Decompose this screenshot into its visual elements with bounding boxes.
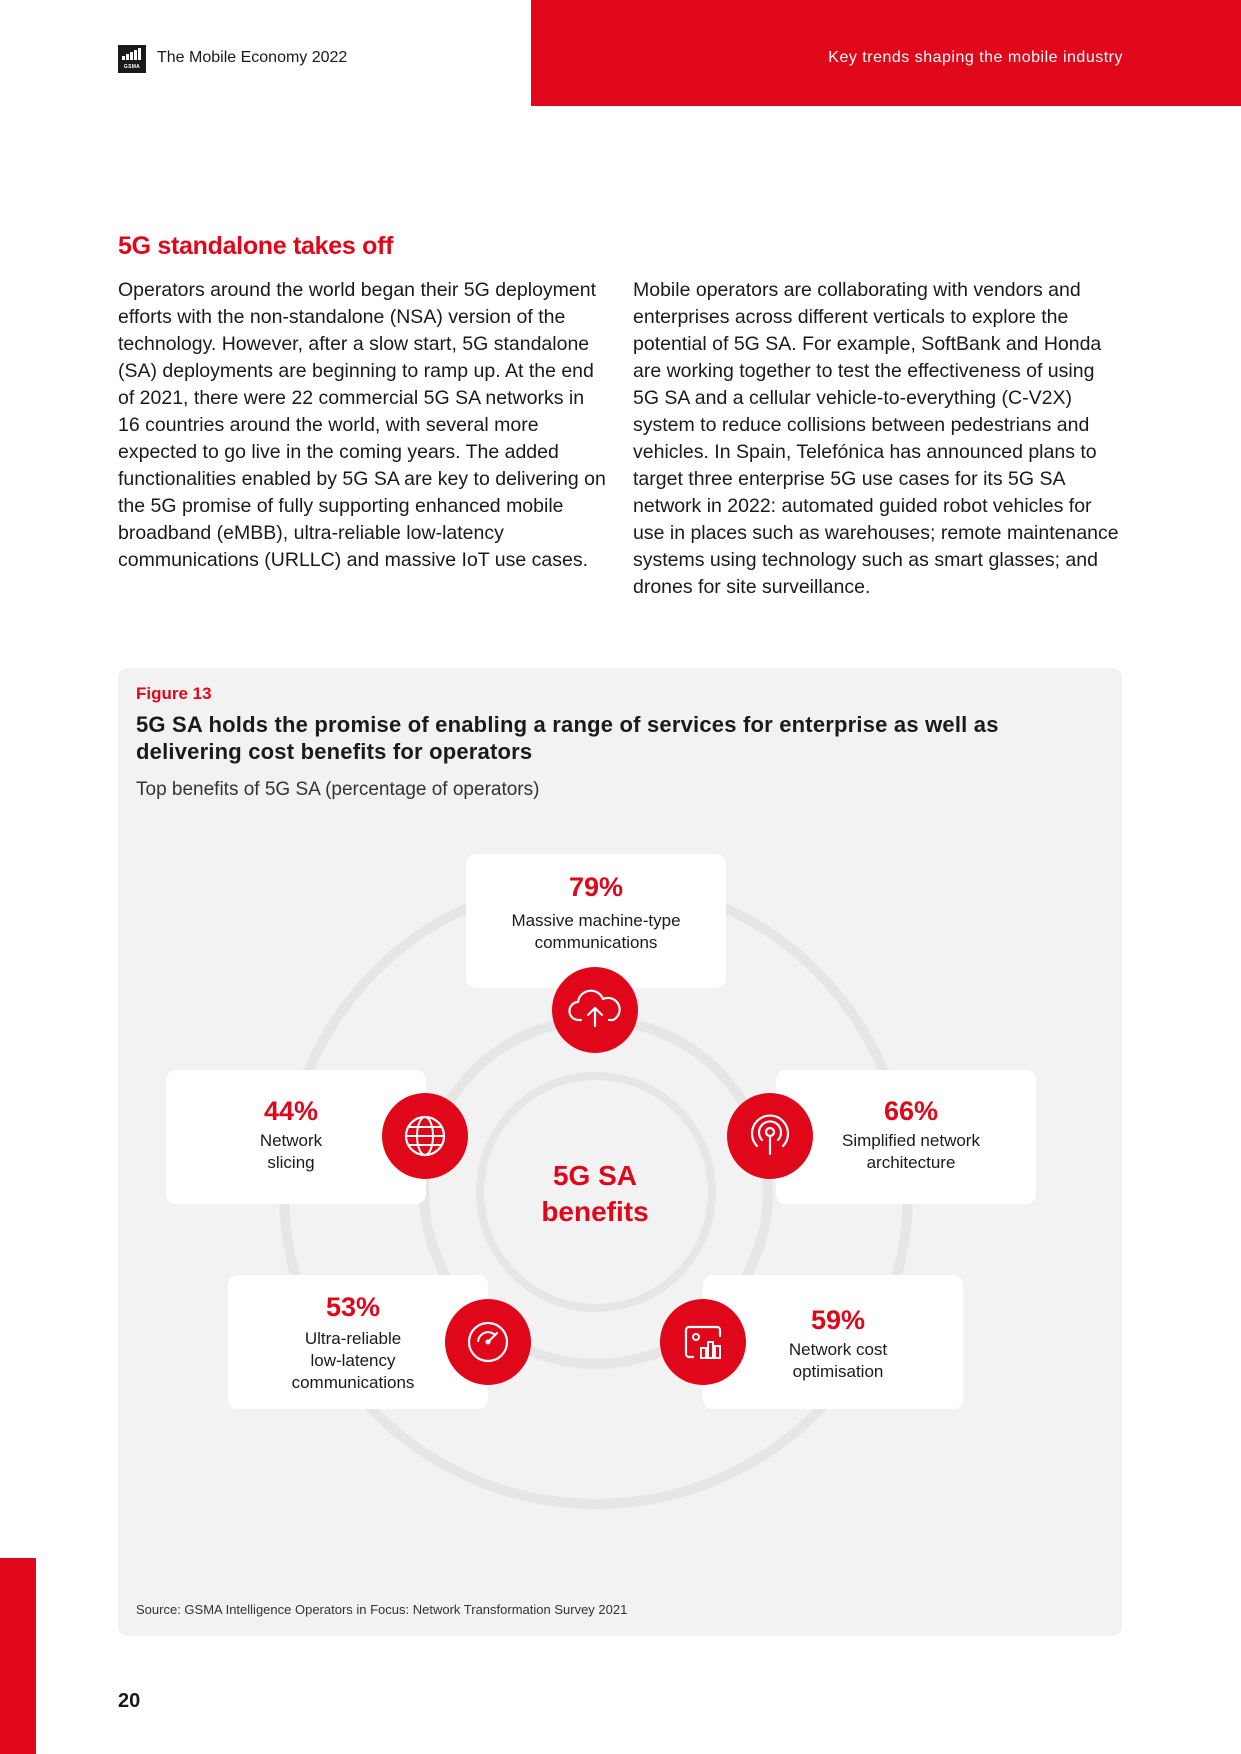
- benefit-label-line: architecture: [866, 1153, 956, 1172]
- benefit-label: [816, 1130, 1006, 1174]
- document-title: The Mobile Economy 2022: [157, 49, 348, 66]
- benefit-percentage: 79%: [568, 872, 624, 902]
- section-label: Key trends shaping the mobile industry: [828, 49, 1123, 66]
- page-number: 20: [118, 1690, 141, 1712]
- figure-label: Figure 13: [136, 684, 212, 703]
- body-column-right: Mobile operators are collaborating with vendors and enterprises across different verticals to explore the potential of 5G SA. For example, SoftBank and Honda are working together to test the effectiveness of using 5G SA and a cellular vehicle-to-everything (C-V2X) system to reduce collisions between pedestrians and vehicles. In Spain, Telefónica has announced plans to target three enterprise 5G use cases for its 5G SA network in 2022: automated guided robot vehicles for use in places such as warehouses; remote maintenance systems using technology such as smart glasses; and drones for site surveillance.: [633, 279, 1119, 598]
- figure-source: Source: GSMA Intelligence Operators in Focus: Network Transformation Survey 2021: [136, 1602, 628, 1617]
- benefit-label-line: low-latency: [310, 1351, 396, 1370]
- benefit-label-line: communications: [534, 933, 658, 952]
- benefit-percentage: 53%: [325, 1292, 381, 1322]
- figure-title: 5G SA holds the promise of enabling a range of services for enterprise as well as delivering cost benefits for operators: [136, 712, 999, 764]
- benefit-label-line: Massive machine-type: [511, 911, 681, 930]
- benefit-label: [258, 1328, 448, 1394]
- benefit-label: [753, 1339, 923, 1383]
- body-column-left: Operators around the world began their 5G deployment efforts with the non-standalone (NSA) version of the technology. However, after a slow start, 5G standalone (SA) deployments are beginning to ramp up. At the end of 2021, there were 22 commercial 5G SA networks in 16 countries around the world, with several more expected to go live in the coming years. The added functionalities enabled by 5G SA are key to delivering on the 5G promise of fully supporting enhanced mobile broadband (eMBB), ultra-reliable low-latency communications (URLLC) and massive IoT use cases.: [118, 279, 606, 571]
- speedometer-icon: [444, 1298, 532, 1386]
- benefit-label: [466, 910, 726, 954]
- cloud-upload-icon: [551, 966, 639, 1054]
- benefit-percentage: 59%: [810, 1305, 866, 1335]
- section-heading: 5G standalone takes off: [118, 232, 394, 260]
- gsma-logo: [118, 45, 146, 73]
- center-line-1: 5G SA: [552, 1160, 638, 1191]
- benefit-label-line: optimisation: [792, 1362, 884, 1381]
- benefit-percentage: 66%: [883, 1096, 939, 1126]
- center-line-2: benefits: [541, 1196, 649, 1227]
- benefit-card-simplified-architecture: [776, 1070, 1036, 1204]
- globe-icon: [381, 1092, 469, 1180]
- benefit-label-line: Ultra-reliable: [304, 1329, 402, 1348]
- cost-chart-icon: [659, 1298, 747, 1386]
- logo-text: GSMA: [123, 64, 141, 70]
- benefit-label-line: Simplified network: [842, 1131, 980, 1150]
- benefit-label-line: Network: [259, 1131, 323, 1150]
- benefit-label-line: Network cost: [788, 1340, 888, 1359]
- benefit-label-line: slicing: [267, 1153, 315, 1172]
- figure-subtitle: Top benefits of 5G SA (percentage of operators): [136, 779, 540, 800]
- benefit-label-line: communications: [291, 1373, 415, 1392]
- benefit-percentage: 44%: [263, 1096, 319, 1126]
- center-label: [495, 1158, 695, 1230]
- footer-red-band: [0, 1558, 36, 1754]
- antenna-icon: [726, 1092, 814, 1180]
- signal-bars-icon: [121, 48, 143, 60]
- benefit-label: [206, 1130, 376, 1174]
